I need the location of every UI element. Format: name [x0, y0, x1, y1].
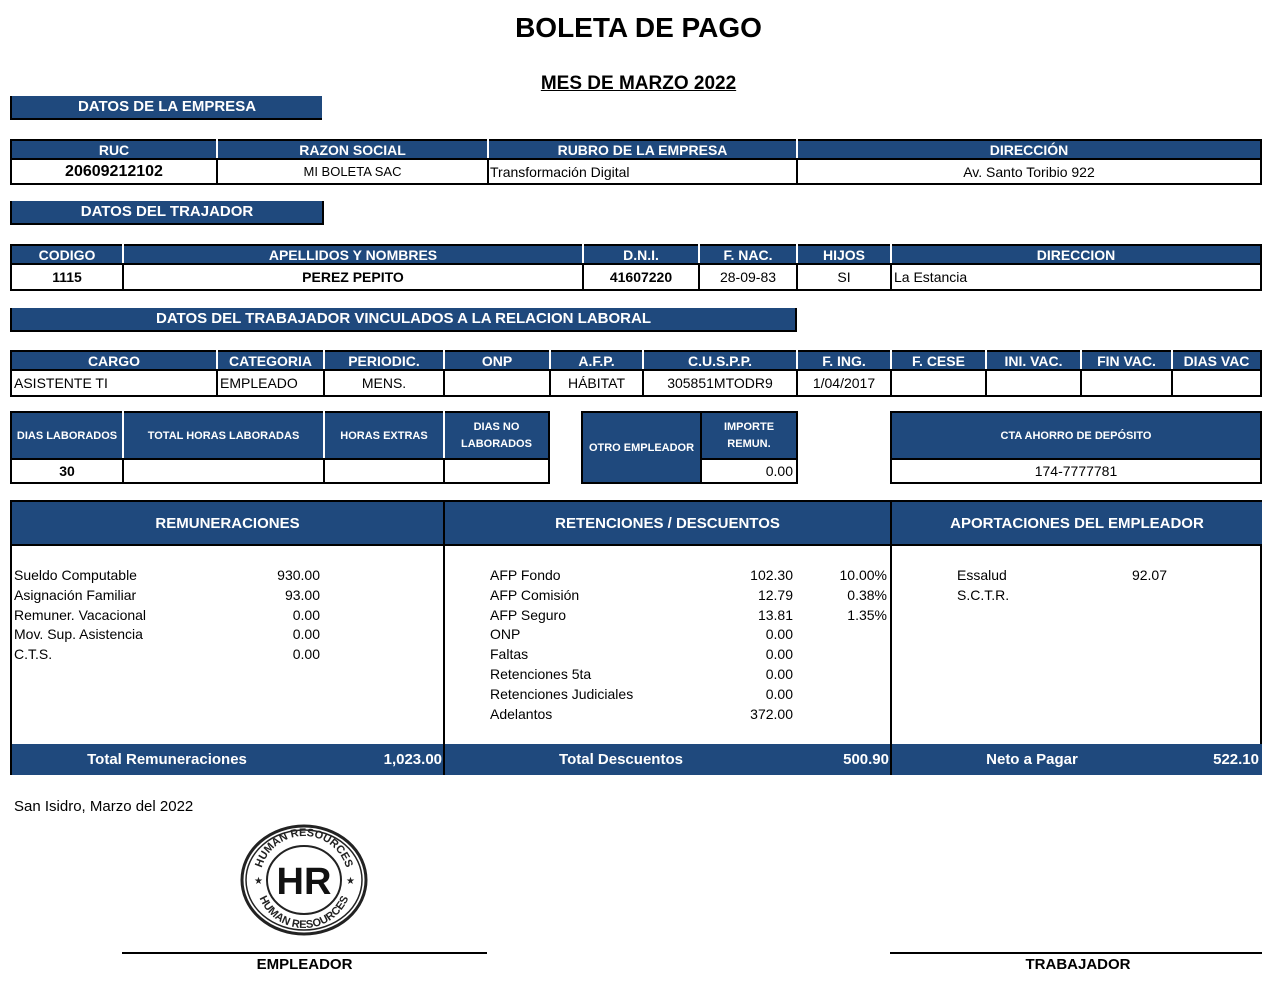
direccion-trab-value: La Estancia	[891, 264, 1261, 290]
retencion-value: 0.00	[765, 685, 793, 702]
retencion-value: 0.00	[765, 666, 793, 682]
periodic-value: MENS.	[324, 370, 444, 396]
total-remuneraciones-row	[12, 744, 443, 775]
fcese-value	[891, 370, 986, 396]
svg-text:★: ★	[254, 876, 263, 887]
hdr-dni: D.N.I.	[583, 245, 699, 264]
otro-empleador-table	[581, 411, 798, 484]
trabajador-table	[10, 244, 1262, 291]
worker-signature-line	[890, 952, 1262, 954]
cuspp-value: 305851MTODR9	[643, 370, 797, 396]
period-text: MES DE MARZO 2022	[540, 73, 737, 94]
rubro-value: Transformación Digital	[488, 159, 797, 184]
remuneracion-value: 93.00	[284, 586, 320, 603]
razon-value: MI BOLETA SAC	[217, 159, 488, 184]
remuneracion-label: Mov. Sup. Asistencia	[14, 626, 143, 643]
remuneracion-label: Remuner. Vacacional	[14, 606, 147, 623]
hdr-fing: F. ING.	[797, 351, 891, 370]
remuneracion-label: C.T.S.	[14, 646, 53, 663]
cta-table	[890, 411, 1262, 484]
total-horas-value	[123, 459, 324, 483]
hdr-cargo: CARGO	[11, 351, 217, 370]
retenciones-header: RETENCIONES / DESCUENTOS	[445, 502, 890, 546]
hdr-importe-remun: IMPORTE REMUN.	[701, 412, 797, 459]
payroll-summary	[10, 500, 1262, 775]
remuneracion-label: Sueldo Computable	[14, 567, 137, 583]
cta-ahorro-value: 174-7777781	[891, 459, 1261, 483]
dias-table	[10, 411, 550, 484]
retencion-percent: 10.00%	[839, 567, 887, 583]
svg-text:★: ★	[346, 876, 355, 887]
remuneracion-value: 0.00	[292, 646, 320, 663]
total-descuentos-label: Total Descuentos	[559, 751, 683, 768]
aportacion-value: 92.07	[1131, 567, 1167, 583]
hdr-periodic: PERIODIC.	[324, 351, 444, 370]
hdr-fnac: F. NAC.	[699, 245, 797, 264]
svg-text:HUMAN RESOURCES: HUMAN RESOURCES	[253, 826, 355, 870]
hdr-razon: RAZON SOCIAL	[217, 140, 488, 159]
retencion-label: Retenciones 5ta	[490, 666, 592, 682]
codigo-value: 1115	[11, 264, 123, 290]
total-remuneraciones-label: Total Remuneraciones	[87, 751, 247, 768]
hdr-afp: A.F.P.	[550, 351, 643, 370]
employer-signature-label: EMPLEADOR	[256, 956, 353, 973]
hr-stamp	[240, 824, 368, 936]
finvac-value	[1081, 370, 1172, 396]
svg-text:HUMAN RESOURCES: HUMAN RESOURCES	[256, 893, 352, 932]
hdr-ruc: RUC	[11, 140, 217, 159]
retencion-value: 0.00	[765, 626, 793, 643]
hdr-direccion: DIRECCIÓN	[797, 140, 1261, 159]
worker-signature-label: TRABAJADOR	[1025, 956, 1131, 973]
hdr-total-horas: TOTAL HORAS LABORADAS	[123, 412, 324, 459]
retencion-value: 102.30	[750, 567, 793, 583]
diasvac-value	[1172, 370, 1261, 396]
aportaciones-header: APORTACIONES DEL EMPLEADOR	[892, 502, 1262, 546]
retencion-value: 13.81	[757, 606, 793, 623]
remuneracion-label: Asignación Familiar	[14, 586, 137, 603]
retencion-value: 372.00	[750, 705, 793, 722]
neto-pagar-value: 522.10	[1213, 751, 1259, 768]
importe-remun-value: 0.00	[701, 459, 797, 483]
svg-text:HR: HR	[276, 861, 332, 903]
hdr-inivac: INI. VAC.	[986, 351, 1081, 370]
dias-laborados-value: 30	[11, 459, 123, 483]
total-remuneraciones-value: 1,023.00	[383, 751, 442, 768]
hdr-fcese: F. CESE	[891, 351, 986, 370]
fing-value: 1/04/2017	[797, 370, 891, 396]
retencion-label: Adelantos	[490, 705, 553, 722]
remuneraciones-header: REMUNERACIONES	[12, 502, 443, 546]
place-date: San Isidro, Marzo del 2022	[14, 798, 194, 815]
section-laboral: DATOS DEL TRABAJADOR VINCULADOS A LA RELACION LABORAL	[10, 308, 797, 332]
remuneracion-value: 0.00	[292, 626, 320, 643]
onp-value	[444, 370, 550, 396]
hdr-cuspp: C.U.S.P.P.	[643, 351, 797, 370]
inivac-value	[986, 370, 1081, 396]
remuneracion-value: 930.00	[277, 567, 320, 583]
retencion-label: Retenciones Judiciales	[490, 685, 634, 702]
neto-pagar-label: Neto a Pagar	[986, 751, 1078, 768]
employer-signature-line	[122, 952, 487, 954]
hdr-cta-ahorro: CTA AHORRO DE DEPÓSITO	[891, 412, 1261, 459]
aportacion-label: Essalud	[957, 567, 1007, 583]
remuneracion-value: 0.00	[292, 606, 320, 623]
retencion-label: AFP Fondo	[490, 567, 561, 583]
retencion-value: 0.00	[765, 646, 793, 663]
hdr-finvac: FIN VAC.	[1081, 351, 1172, 370]
horas-extras-value	[324, 459, 444, 483]
retencion-value: 12.79	[757, 586, 793, 603]
hdr-diasvac: DIAS VAC	[1172, 351, 1261, 370]
section-trabajador: DATOS DEL TRAJADOR	[10, 201, 324, 225]
hdr-dias-laborados: DIAS LABORADOS	[11, 412, 123, 459]
dias-no-laborados-value	[444, 459, 549, 483]
hijos-value: SI	[797, 264, 891, 290]
fnac-value: 28-09-83	[699, 264, 797, 290]
categoria-value: EMPLEADO	[217, 370, 324, 396]
total-descuentos-row	[445, 744, 890, 775]
retencion-label: AFP Comisión	[490, 586, 580, 603]
period-title	[0, 73, 1277, 95]
total-descuentos-value: 500.90	[843, 751, 889, 768]
hdr-hijos: HIJOS	[797, 245, 891, 264]
hdr-onp: ONP	[444, 351, 550, 370]
otro-empleador-label: OTRO EMPLEADOR	[582, 412, 701, 483]
retencion-percent: 0.38%	[847, 586, 887, 603]
dni-value: 41607220	[583, 264, 699, 290]
hdr-codigo: CODIGO	[11, 245, 123, 264]
laboral-table	[10, 350, 1262, 397]
section-empresa: DATOS DE LA EMPRESA	[10, 96, 322, 120]
retencion-label: Faltas	[490, 646, 529, 663]
neto-pagar-row	[892, 744, 1262, 775]
hdr-horas-extras: HORAS EXTRAS	[324, 412, 444, 459]
direccion-value: Av. Santo Toribio 922	[797, 159, 1261, 184]
afp-value: HÁBITAT	[550, 370, 643, 396]
hdr-categoria: CATEGORIA	[217, 351, 324, 370]
cargo-value: ASISTENTE TI	[11, 370, 217, 396]
hdr-nombres: APELLIDOS Y NOMBRES	[123, 245, 583, 264]
hdr-dias-no-laborados: DIAS NO LABORADOS	[444, 412, 549, 459]
retencion-label: AFP Seguro	[490, 606, 567, 623]
retencion-label: ONP	[490, 626, 521, 643]
retencion-percent: 1.35%	[847, 606, 887, 623]
empresa-table	[10, 139, 1262, 185]
document-title: BOLETA DE PAGO	[515, 12, 762, 43]
ruc-value: 20609212102	[11, 159, 217, 184]
nombres-value: PEREZ PEPITO	[123, 264, 583, 290]
hdr-rubro: RUBRO DE LA EMPRESA	[488, 140, 797, 159]
aportacion-label: S.C.T.R.	[957, 586, 1010, 603]
hdr-direccion-trab: DIRECCION	[891, 245, 1261, 264]
